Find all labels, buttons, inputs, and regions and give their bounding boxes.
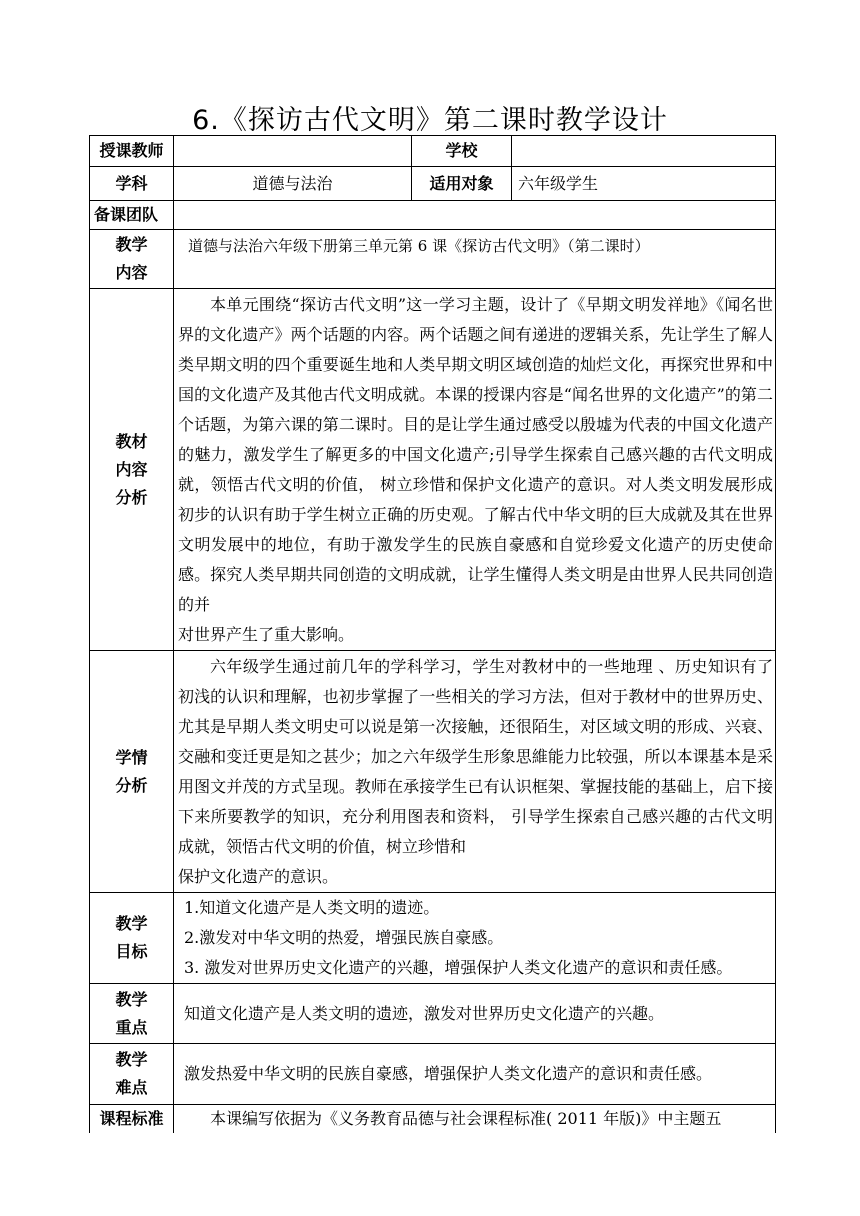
focus-label-line-1: 教学 (115, 989, 148, 1009)
audience-value: 六年级学生 (512, 167, 776, 201)
row-subject (90, 167, 776, 201)
difficulty-label-line-1: 教学 (115, 1050, 148, 1069)
analysis-label-line-1: 教材 (115, 431, 148, 451)
goal-item: 2.激发对中华文明的热爱，增强民族自豪感。 (184, 928, 504, 947)
standard-label: 课程标准 (90, 1105, 174, 1134)
analysis-cell (174, 289, 776, 651)
content-label-line-2: 内容 (115, 263, 148, 282)
analysis-label-line-3: 分析 (115, 487, 148, 507)
team-label: 备课团队 (90, 201, 174, 230)
goals-label-line-1: 教学 (115, 914, 148, 933)
analysis-text: 本单元围绕“探访古代文明”这一学习主题，设计了《早期文明发祥地》《闻名世界的文化遗产》两个话题的内容。两个话题之间有递进的逻辑关系，先让学生了解人类早期文明的四个重要诞生地和人类早期文明区域创造的灿烂文化，再探究世界和中国的文化遗产及其他古代文明成就。本课的授课内容是“闻名世界的文化遗产”的第二个话题，为第六课的第二课时。目的是让学生通过感受以殷墟为代表的中国文化遗产的魅力，激发学生了解更多的中国文化遗产;引导学生探索自己感兴趣的古代文明成就，领悟古代文明的价值， 树立珍惜和保护文化遗产的意识。对人类文明发展形成初步的认识有助于学生树立正确的历史观。了解古代中华文明的巨大成就及其在世界文明发展中的地位，有助于激发学生的民族自豪感和自觉珍爱文化遗产的历史使命感。探究人类早期共同创造的文明成就，让学生懂得人类文明是由世界人民共同创造的并 (178, 295, 773, 614)
learners-text: 六年级学生通过前几年的学科学习，学生对教材中的一些地理 、历史知识有了初浅的认识和理解，也初步掌握了一些相关的学习方法，但对于教材中的世界历史、尤其是早期人类文明史可以说是第一次接触，还很陌生，对区域文明的形成、兴衰、交融和变迁更是知之甚少；加之六年级学生形象思維能力比较强，所以本课基本是采用图文并茂的方式呈现。教师在承接学生已有认识框架、掌握技能的基础上，启下接下来所要教学的知识，充分利用图表和资料， 引导学生探索自己感兴趣的古代文明成就，领悟古代文明的价值，树立珍惜和 (178, 657, 773, 856)
difficulty-label-line-2: 难点 (115, 1078, 148, 1097)
row-focus (90, 984, 776, 1044)
row-content (90, 230, 776, 289)
goal-item: 1.知道文化遗产是人类文明的遗迹。 (184, 898, 440, 917)
goals-cell (174, 893, 776, 984)
learners-label (90, 651, 174, 893)
learners-cell (174, 651, 776, 893)
focus-text: 知道文化遗产是人类文明的遗迹，激发对世界历史文化遗产的兴趣。 (174, 984, 776, 1044)
learners-label-line-1: 学情 (115, 747, 148, 767)
row-standard (90, 1105, 776, 1134)
content-label (90, 230, 174, 289)
lesson-plan-table (89, 135, 776, 1133)
page-title: 6.《探访古代文明》第二课时教学设计 (192, 105, 668, 136)
school-label: 学校 (412, 136, 512, 167)
row-teacher (90, 136, 776, 167)
learners-last-line: 保护文化遗产的意识。 (178, 867, 339, 886)
focus-label (90, 984, 174, 1044)
analysis-label (90, 289, 174, 651)
row-analysis (90, 289, 776, 651)
row-goals (90, 893, 776, 984)
analysis-last-line: 对世界产生了重大影响。 (178, 625, 355, 644)
analysis-paragraph (174, 290, 775, 650)
team-value (174, 201, 776, 230)
goals-label-line-2: 目标 (115, 942, 148, 961)
row-difficulty (90, 1044, 776, 1105)
content-label-line-1: 教学 (115, 235, 148, 254)
difficulty-text: 激发热爱中华文明的民族自豪感，增强保护人类文化遗产的意识和责任感。 (174, 1044, 776, 1105)
goals-label (90, 893, 174, 984)
audience-label: 适用对象 (412, 167, 512, 201)
subject-label: 学科 (90, 167, 174, 201)
goal-item: 3. 激发对世界历史文化遗产的兴趣，增强保护人类文化遗产的意识和责任感。 (184, 958, 733, 977)
content-text: 道德与法治六年级下册第三单元第 6 课《探访古代文明》（第二课时） (174, 230, 776, 289)
teacher-value (174, 136, 412, 167)
learners-label-line-2: 分析 (115, 775, 148, 795)
standard-text: 本课编写依据为《义务教育品德与社会课程标准( 2011 年版)》中主题五 (174, 1105, 776, 1134)
teacher-label: 授课教师 (90, 136, 174, 167)
row-team (90, 201, 776, 230)
analysis-label-line-2: 内容 (115, 459, 148, 479)
school-value (512, 136, 776, 167)
row-learners (90, 651, 776, 893)
subject-value: 道德与法治 (174, 167, 412, 201)
focus-label-line-2: 重点 (115, 1017, 148, 1037)
learners-paragraph (174, 652, 775, 892)
difficulty-label (90, 1044, 174, 1105)
